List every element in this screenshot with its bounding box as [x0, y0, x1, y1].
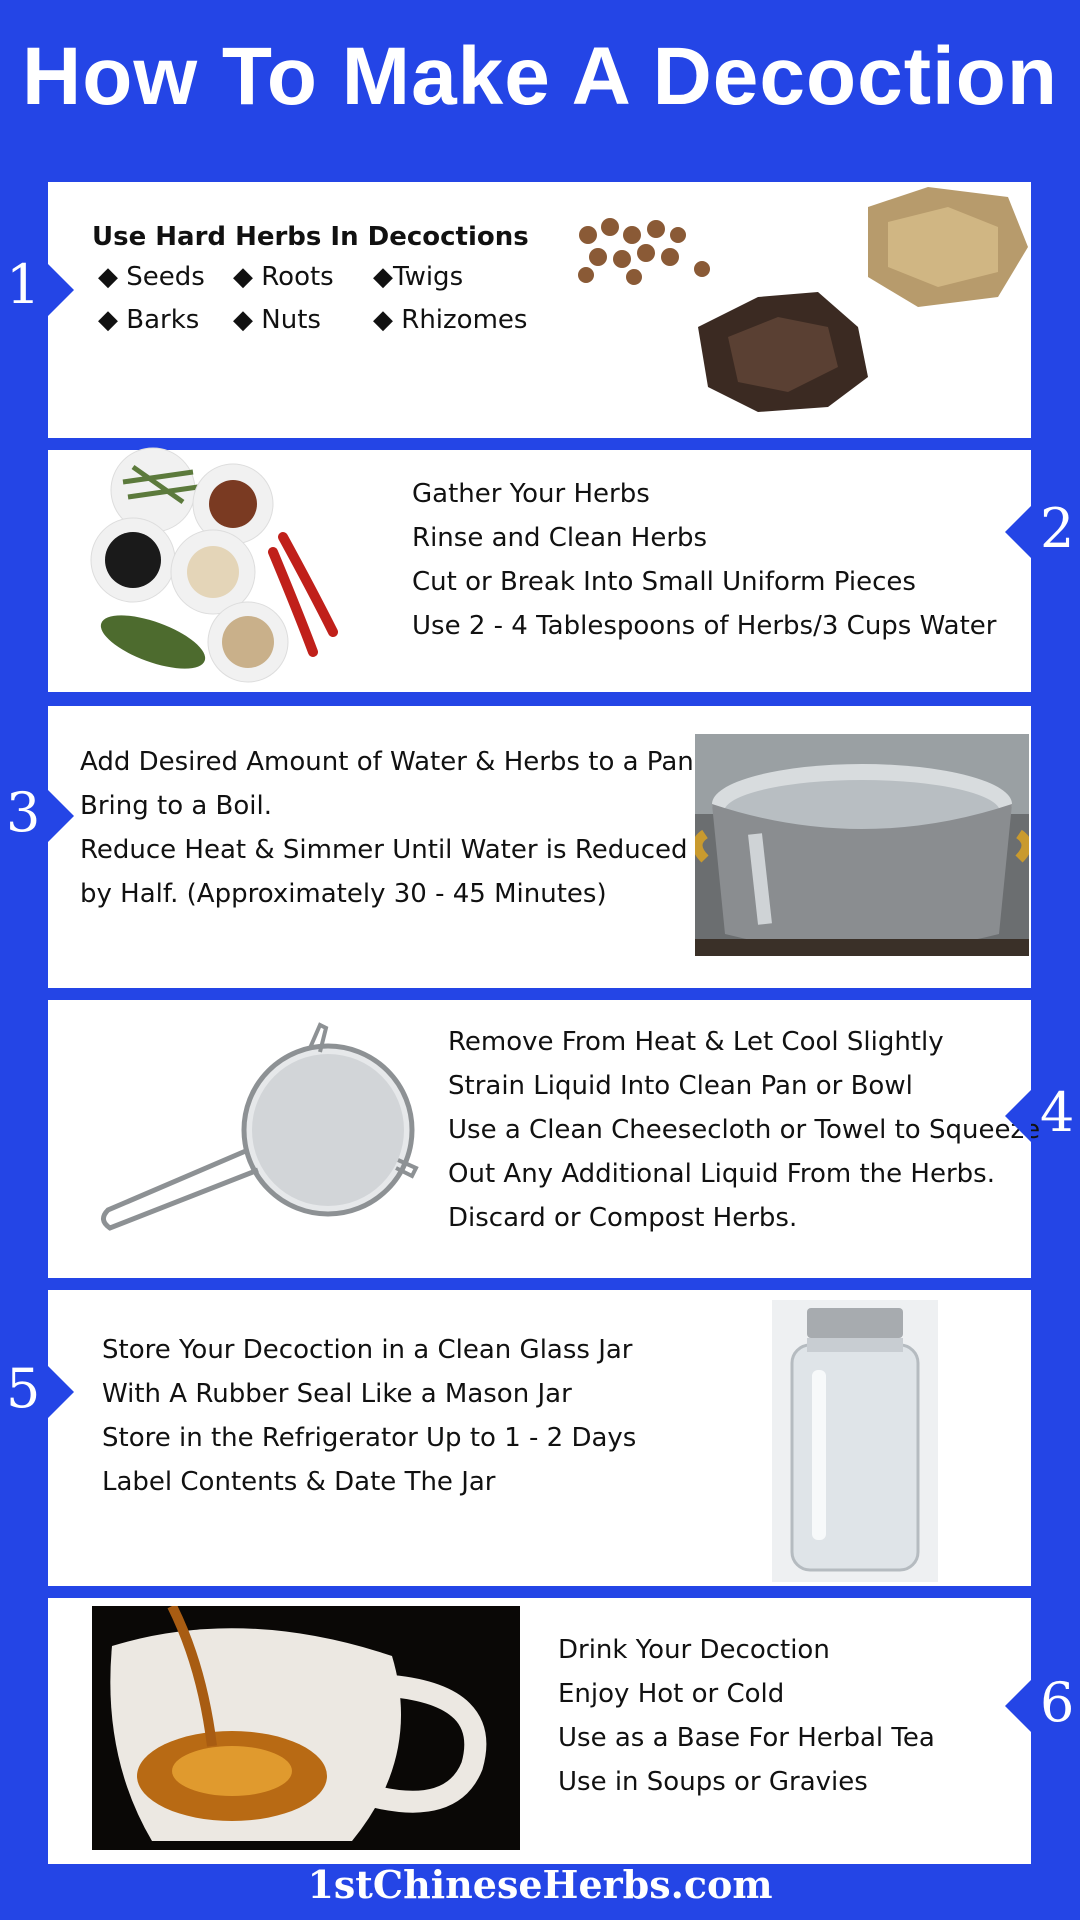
- instruction-line: Gather Your Herbs: [412, 479, 650, 509]
- step-1-heading: Use Hard Herbs In Decoctions: [92, 222, 529, 252]
- page-title: How To Make A Decoction: [22, 31, 1058, 122]
- step-3-notch: [48, 790, 74, 842]
- step-6-text: [558, 1628, 935, 1804]
- instruction-line: Bring to a Boil.: [80, 791, 273, 821]
- list-item: ◆ Roots: [233, 262, 334, 292]
- instruction-line: Label Contents & Date The Jar: [102, 1467, 496, 1497]
- step-4-panel: [48, 1000, 1041, 1278]
- step-5-number: 5: [6, 1357, 41, 1420]
- step-5-text: [102, 1328, 636, 1504]
- instruction-line: Out Any Additional Liquid From the Herbs.: [448, 1159, 995, 1189]
- step-5-panel: [48, 1290, 1031, 1586]
- step-2-text: [412, 472, 996, 648]
- step-2-panel: [48, 450, 1031, 692]
- instruction-line: Use as a Base For Herbal Tea: [558, 1723, 935, 1753]
- instruction-line: Strain Liquid Into Clean Pan or Bowl: [448, 1071, 913, 1101]
- list-item: ◆ Nuts: [233, 305, 321, 335]
- instruction-line: Remove From Heat & Let Cool Slightly: [448, 1027, 944, 1057]
- boiling-pot-image: [695, 734, 1029, 956]
- instruction-line: Reduce Heat & Simmer Until Water is Reduced: [80, 835, 688, 865]
- list-item: ◆ Rhizomes: [373, 305, 528, 335]
- step-3-text: [80, 740, 694, 916]
- instruction-line: Drink Your Decoction: [558, 1635, 830, 1665]
- step-2-notch: [1005, 506, 1031, 558]
- herb-bowls-image: [83, 442, 373, 692]
- strainer-image: [98, 1020, 438, 1255]
- list-item: ◆Twigs: [373, 262, 464, 292]
- step-2-number: 2: [1040, 497, 1075, 560]
- step-4-number: 4: [1040, 1081, 1075, 1144]
- step-6-number: 6: [1040, 1671, 1075, 1734]
- list-item: ◆ Seeds: [98, 262, 205, 292]
- instruction-line: Cut or Break Into Small Uniform Pieces: [412, 567, 916, 597]
- herbs-image: [558, 187, 1028, 432]
- instruction-line: Use 2 - 4 Tablespoons of Herbs/3 Cups Water: [412, 611, 997, 641]
- instruction-line: Use a Clean Cheesecloth or Towel to Squeeze: [448, 1115, 1041, 1145]
- instruction-line: Rinse and Clean Herbs: [412, 523, 708, 553]
- instruction-line: Use in Soups or Gravies: [558, 1767, 868, 1797]
- step-1-notch: [48, 264, 74, 316]
- mason-jar-image: [772, 1300, 938, 1582]
- instruction-line: Add Desired Amount of Water & Herbs to a Pan: [80, 747, 694, 777]
- instruction-line: With A Rubber Seal Like a Mason Jar: [102, 1379, 572, 1409]
- step-3-panel: [48, 706, 1031, 988]
- step-1-number: 1: [6, 253, 41, 316]
- step-4-notch: [1005, 1090, 1031, 1142]
- instruction-line: Discard or Compost Herbs.: [448, 1203, 798, 1233]
- step-4-text: [448, 1020, 1040, 1240]
- step-3-number: 3: [6, 781, 41, 844]
- instruction-line: by Half. (Approximately 30 - 45 Minutes): [80, 879, 607, 909]
- step-6-panel: [48, 1598, 1031, 1864]
- step-6-notch: [1005, 1680, 1031, 1732]
- instruction-line: Store in the Refrigerator Up to 1 - 2 Days: [102, 1423, 637, 1453]
- instruction-line: Enjoy Hot or Cold: [558, 1679, 785, 1709]
- step-5-notch: [48, 1366, 74, 1418]
- instruction-line: Store Your Decoction in a Clean Glass Jar: [102, 1335, 633, 1365]
- site-url: 1stChineseHerbs.com: [307, 1862, 773, 1907]
- list-item: ◆ Barks: [98, 305, 200, 335]
- tea-cup-image: [92, 1606, 520, 1850]
- step-1-panel: [48, 182, 1031, 438]
